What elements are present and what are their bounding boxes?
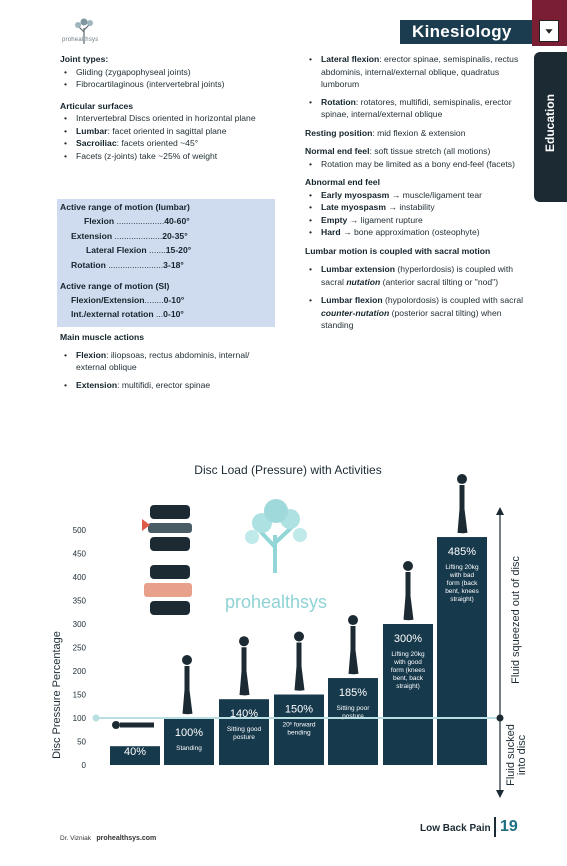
left-column: Joint types: • Gliding (zygapophyseal joints) • Fibrocartilaginous (intervertebral joints) Articular surfaces • Intervertebral Discs oriented in horizontal plane • Lumbar: facet oriented in sagittal plane • Sacroiliac: facets oriented ~45° • Facets (z-joints) take ~25% of weight	[60, 53, 282, 162]
abnormal-heading: Abnormal end feel	[305, 177, 380, 187]
chart-bar	[164, 718, 214, 765]
y-tick-label: 150	[72, 690, 86, 700]
spine-vertebra-icon	[144, 565, 192, 615]
page-title: Kinesiology	[412, 22, 512, 41]
muscle-heading: Main muscle actions	[60, 332, 145, 342]
footer-section: Low Back Pain	[420, 823, 491, 834]
y-tick-label: 250	[72, 643, 86, 653]
bar-value-label: 150%	[284, 703, 314, 716]
figure-head-icon	[403, 561, 413, 571]
muscle-section	[60, 331, 282, 391]
bar-value-label: 300%	[393, 633, 423, 645]
articular-heading: Articular surfaces	[60, 100, 134, 111]
normal-end-feel: Normal end feel: soft tissue stretch (all motions)	[305, 146, 491, 156]
footer-credit: Dr. Vizniak prohealthsys.com	[60, 835, 157, 842]
rom-row: Rotation .......................3-18°	[71, 260, 184, 270]
figure-head-icon	[457, 474, 467, 484]
figure-body-icon	[460, 485, 465, 533]
figure-head-icon	[182, 655, 192, 665]
side-tab-label: Education	[543, 94, 557, 153]
resting-position: Resting position: mid flexion & extension	[305, 127, 466, 138]
figure-body-icon	[406, 572, 411, 620]
list-item: • Lumbar flexion (hypolordosis) is coupled with sacral counter-nutation (posterior sacral tilting) when standing	[317, 294, 527, 332]
figure-head-icon	[239, 636, 249, 646]
spine-vertebra-icon	[142, 505, 192, 551]
list-item: • Gliding (zygapophyseal joints)	[72, 66, 282, 79]
rom-row: Int./external rotation ...0-10°	[71, 309, 184, 319]
rom-row: Lateral Flexion .......15-20°	[86, 245, 192, 255]
reference-dot-left	[93, 715, 100, 722]
figure-head-icon	[112, 721, 120, 729]
list-item: • Sacroiliac: facets oriented ~45°	[72, 137, 282, 150]
bar-desc-label: Sitting good posture	[226, 726, 262, 742]
bar-desc-label: Lifting 20kg with good form (knees bent, back straight)	[390, 651, 426, 690]
list-item: • Hard → bone approximation (osteophyte)	[317, 226, 527, 239]
list-item: • Lumbar: facet oriented in sagittal plane	[72, 125, 282, 138]
figure-body-icon	[351, 626, 356, 674]
site-link[interactable]: prohealthsys.com	[96, 835, 157, 842]
list-item: • Extension: multifidi, erector spinae	[72, 379, 282, 392]
list-item: • Rotation: rotatores, multifidi, semispinalis, erector spinae, internal/external oblique	[317, 96, 527, 121]
y-tick-label: 50	[77, 737, 86, 747]
list-item: • Lateral flexion: erector spinae, semispinalis, rectus abdominis, internal/external oblique, quadratus lumborum	[317, 53, 527, 91]
chart-ylabel: Disc Pressure Percentage	[51, 631, 63, 759]
y-tick-label: 400	[72, 573, 86, 582]
figure-body-icon	[297, 643, 302, 691]
watermark-text: prohealthsys	[224, 592, 328, 612]
articular-list	[60, 112, 282, 162]
bar-desc-label: Lifting 20kg with bad form (back bent, knees straight)	[445, 564, 479, 604]
disc-load-chart	[0, 455, 567, 805]
up-arrow-head-icon	[496, 507, 504, 515]
fluid-out-label: Fluid squeezed out of disc	[510, 556, 522, 684]
bar-value-label: 140%	[229, 708, 259, 721]
y-tick-label: 100	[72, 714, 86, 723]
list-item: • Late myospasm → instability	[317, 201, 527, 214]
down-arrow-head-icon	[496, 790, 504, 798]
chart-title: Disc Load (Pressure) with Activities	[194, 463, 382, 477]
bar-value-label: 485%	[447, 546, 477, 559]
y-tick-label: 0	[81, 761, 86, 770]
down-arrow-icon[interactable]	[539, 20, 559, 42]
bar-value-label: 185%	[338, 687, 368, 700]
chart-bar	[383, 624, 433, 765]
figure-head-icon	[348, 615, 358, 625]
coupled-heading: Lumbar motion is coupled with sacral motion	[305, 245, 491, 256]
rom-row: Extension ....................20-35°	[71, 231, 188, 241]
bar-value-label: 100%	[174, 727, 204, 739]
watermark-tree-icon	[245, 499, 307, 573]
list-item: • Rotation may be limited as a bony end-feel (facets)	[317, 158, 527, 171]
footer-divider	[494, 817, 496, 837]
y-tick-label: 300	[72, 620, 86, 629]
list-item: • Intervertebral Discs oriented in horizontal plane	[72, 112, 282, 125]
list-item: • Lumbar extension (hyperlordosis) is coupled with sacral nutation (anterior sacral tilting or "nod")	[317, 263, 527, 288]
joint-types-list	[60, 66, 282, 91]
y-axis-ticks	[73, 526, 87, 770]
rom-si-heading: Active range of motion (SI)	[60, 281, 170, 291]
bar-desc-label: Standing	[176, 745, 202, 752]
page-number: 19	[500, 818, 518, 835]
bar-desc-label: Sitting poor posture	[336, 705, 370, 721]
right-column	[305, 53, 527, 332]
list-item: • Flexion: iliopsoas, rectus abdominis, internal/ external oblique	[72, 349, 282, 374]
figure-body-icon	[242, 647, 247, 695]
list-item: • Fibrocartilaginous (intervertebral joints)	[72, 78, 282, 91]
rom-lumbar-heading: Active range of motion (lumbar)	[60, 202, 190, 212]
list-item: • Empty → ligament rupture	[317, 214, 527, 227]
bar-value-label: 40%	[123, 746, 147, 758]
fluid-in-label: Fluid suckedinto disc	[505, 724, 528, 786]
y-tick-label: 500	[72, 526, 86, 535]
rom-row: Flexion ....................40-60°	[84, 216, 190, 226]
joint-types-heading: Joint types	[60, 54, 106, 64]
y-tick-label: 450	[72, 549, 86, 559]
logo-text: prohealthsys	[62, 37, 99, 43]
rom-row: Flexion/Extension........0-10°	[71, 295, 185, 305]
figure-head-icon	[294, 632, 304, 642]
figure-body-icon	[185, 666, 190, 714]
y-tick-label: 350	[72, 596, 86, 606]
bar-desc-label: 20º forward bending	[282, 721, 316, 737]
list-item: • Early myospasm → muscle/ligament tear	[317, 189, 527, 202]
list-item: • Facets (z-joints) take ~25% of weight	[72, 150, 282, 163]
y-tick-label: 200	[72, 667, 86, 676]
